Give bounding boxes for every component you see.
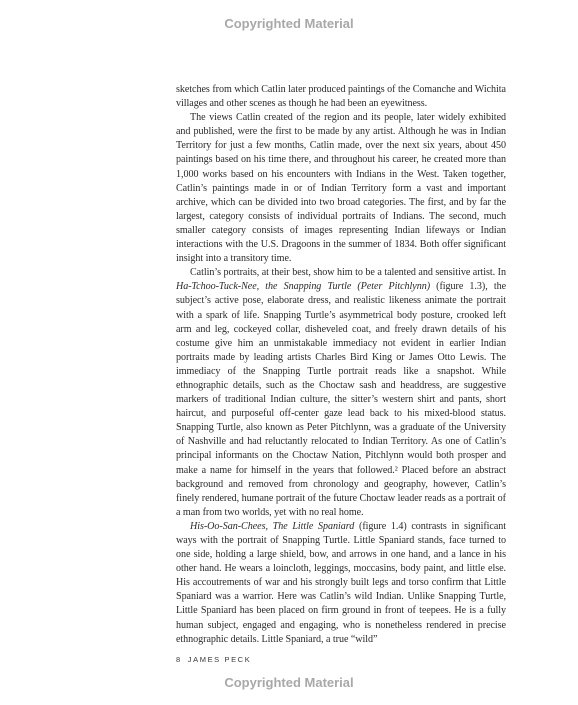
artwork-title: Ha-Tchoo-Tuck-Nee, the Snapping Turtle (Peter Pitchlynn)	[176, 281, 431, 293]
body-text	[176, 83, 506, 647]
paragraph-text: (figure 1.4) contrasts in significant ways with the portrait of Snapping Turtle. Little Spaniard stands, face turned to one side, holding a large shield, bow, and arrows in one hand, and a lance in his other hand. He wears a loincloth, leggings, moccasins, body paint, and little else. His accoutrements of war and his strongly built legs and torso confirm that Little Spaniard was a warrior. Here was Catlin’s wild Indian. Unlike Snapping Turtle, Little Spaniard has been placed on firm ground in front of teepees. He is a fully human subject, engaged and engaging, who is nonetheless rendered in precise ethnographic details. Little Spaniard, a true “wild”	[176, 520, 507, 645]
paragraph: sketches from which Catlin later produced paintings of the Comanche and Wichita villages and other scenes as though he had been an eyewitness.	[176, 84, 506, 110]
copyright-watermark-bottom: Copyrighted Material	[224, 675, 354, 690]
page-number: 8	[176, 655, 182, 664]
artwork-title: His-Oo-San-Chees, The Little Spaniard	[190, 520, 355, 532]
paragraph-text: Catlin’s portraits, at their best, show him to be a talented and sensitive artist. In	[190, 267, 506, 279]
copyright-watermark-top: Copyrighted Material	[224, 16, 354, 31]
paragraph: The views Catlin created of the region and its people, later widely exhibited and published, were the first to be made by any artist. Although he was in Indian Territory for just a few months, Catlin made, over the next six years, about 450 paintings based on his time there, and throughout his career, he created more than 1,000 works based on his encounters with Indians in the West. Taken together, Catlin’s paintings made in or of Indian Territory form a vast and important archive, which can be divided into two broad categories. The first, and by far the largest, category consists of individual portraits of Indians. The second, much smaller category consists of images representing Indian lifeways or Indian interactions with the U.S. Dragoons in the summer of 1834. Both offer significant insight into a transitory time.	[176, 112, 506, 265]
author-name: JAMES PECK	[187, 655, 252, 664]
running-footer	[176, 655, 251, 664]
paragraph-text: (figure 1.3), the subject’s active pose, elaborate dress, and realistic likeness animate the portrait with a spark of life. Snapping Turtle’s asymmetrical body posture, crooked left arm and leg, cockeyed collar, disheveled coat, and freely drawn details of his costume give him an unmistakable immediacy not evident in earlier Indian portraits made by leading artists Charles Bird King or James Otto Lewis. The immediacy of the Snapping Turtle portrait reads like a snapshot. While ethnographic details, such as the Choctaw sash and headdress, are suggestive markers of traditional Indian culture, the sitter’s western shirt and pants, short haircut, and purposeful off-center gaze lead back to his mixed-blood status. Snapping Turtle, also known as Peter Pitchlynn, was a graduate of the University of Nashville and had reluctantly relocated to Indian Territory. As one of Catlin’s principal informants on the Choctaw Nation, Pitchlynn would both prosper and make a name for himself in the years that followed.² Placed before an abstract background and removed from chronology and geography, however, Catlin’s finely rendered, humane portrait of the future Choctaw leader reads as a portrait of a man from two worlds, yet with no real home.	[176, 281, 507, 518]
paragraph	[176, 520, 506, 647]
paragraph	[176, 266, 506, 520]
